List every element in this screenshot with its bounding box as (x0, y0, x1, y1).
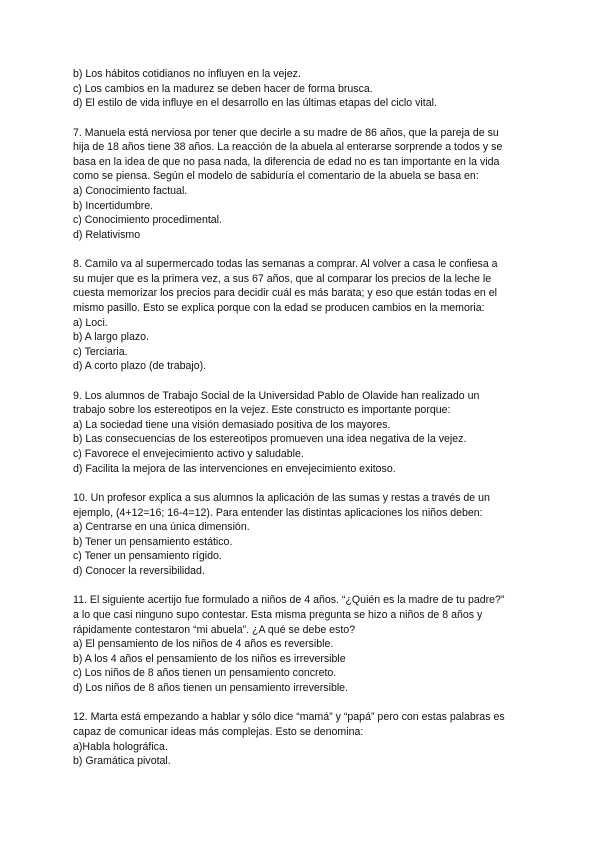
option-text: d) Facilita la mejora de las intervenciones en envejecimiento exitoso. (73, 462, 396, 475)
question-7 (73, 126, 533, 243)
option-text: d) Los niños de 8 años tienen un pensamiento irreversible. (73, 681, 349, 694)
question-stem-line: hija de 18 años tiene 38 años. La reacción de la abuela al enterarse sorprende a todos y se (73, 141, 503, 154)
option-text: c) Terciaria. (73, 345, 128, 358)
question-stem-line: 11. El siguiente acertijo fue formulado a niños de 4 años. “¿Quién es la madre de tu padre?” (73, 594, 505, 607)
question-stem-line: rápidamente contestaron “mi abuela”. ¿A qué se debe esto? (73, 623, 356, 636)
option-text: d) Conocer la reversibilidad. (73, 565, 205, 577)
option-text: b) Tener un pensamiento estático. (73, 535, 233, 548)
question-stem-line: su mujer que es la primera vez, a sus 67 años, que al comparar los precios de la leche le (73, 272, 492, 285)
question-9 (73, 389, 533, 477)
question-stem-line: capaz de comunicar ideas más complejas. Esto se denomina: (73, 725, 364, 738)
question-stem-line: basa en la idea de que no pasa nada, la diferencia de edad no es tan importante en la vida (73, 155, 500, 168)
question-stem-line: 10. Un profesor explica a sus alumnos la aplicación de las sumas y restas a través de un (73, 492, 490, 505)
option-text: a) La sociedad tiene una visión demasiado positiva de los mayores. (73, 418, 391, 431)
option-text: b) Los hábitos cotidianos no influyen en la vejez. (73, 68, 301, 80)
option-text: c) Tener un pensamiento rígido. (73, 550, 222, 563)
question-stem-line: trabajo sobre los estereotipos en la vejez. Este constructo es importante porque: (73, 404, 451, 417)
document-page (73, 67, 533, 769)
question-stem-line: ejemplo, (4+12=16; 16-4=12). Para entender las distintas aplicaciones los niños deben: (73, 506, 483, 519)
question-11 (73, 593, 533, 695)
option-text: b) Las consecuencias de los estereotipos promueven una idea negativa de la vejez. (73, 433, 467, 446)
question-stem-line: como se piensa. Según el modelo de sabiduría el comentario de la abuela se basa en: (73, 170, 479, 183)
question-10 (73, 491, 533, 579)
question-stem-line: mismo pasillo. Esto se explica porque con la edad se producen cambios en la memoria: (73, 301, 485, 314)
question-stem-line: a lo que casi ninguno supo contestar. Esta misma pregunta se hizo a niños de 8 años y (73, 608, 483, 621)
option-text: c) Favorece el envejecimiento activo y saludable. (73, 448, 304, 461)
intro-options (73, 67, 533, 111)
question-stem-line: 7. Manuela está nerviosa por tener que decirle a su madre de 86 años, que la pareja de su (73, 126, 499, 139)
option-text: d) Relativismo (73, 228, 141, 241)
option-text: a) Loci. (73, 316, 108, 329)
question-stem-line: 9. Los alumnos de Trabajo Social de la Universidad Pablo de Olavide han realizado un (73, 389, 480, 402)
option-text: b) Gramática pivotal. (73, 755, 171, 768)
option-text: a) El pensamiento de los niños de 4 años es reversible. (73, 638, 334, 651)
question-12 (73, 710, 533, 768)
option-text: a) Centrarse en una única dimensión. (73, 521, 250, 534)
option-text: d) El estilo de vida influye en el desarrollo en las últimas etapas del ciclo vital. (73, 97, 437, 110)
option-text: b) Incertidumbre. (73, 199, 154, 212)
option-text: c) Los cambios en la madurez se deben hacer de forma brusca. (73, 82, 373, 95)
option-text: a) Conocimiento factual. (73, 184, 188, 197)
option-text: a)Habla holográfica. (73, 740, 168, 753)
question-stem-line: cuesta memorizar los precios para decidir cuál es más barata; y eso que están todas en el (73, 287, 497, 300)
option-text: b) A largo plazo. (73, 331, 149, 344)
question-stem-line: 12. Marta está empezando a hablar y sólo dice “mamá” y “papá” pero con estas palabras es (73, 711, 505, 724)
option-text: c) Conocimiento procedimental. (73, 214, 222, 227)
question-8 (73, 257, 533, 374)
option-text: b) A los 4 años el pensamiento de los niños es irreversible (73, 652, 346, 665)
question-stem-line: 8. Camilo va al supermercado todas las semanas a comprar. Al volver a casa le confiesa a (73, 258, 498, 271)
option-text: c) Los niños de 8 años tienen un pensamiento concreto. (73, 667, 337, 680)
option-text: d) A corto plazo (de trabajo). (73, 360, 207, 373)
